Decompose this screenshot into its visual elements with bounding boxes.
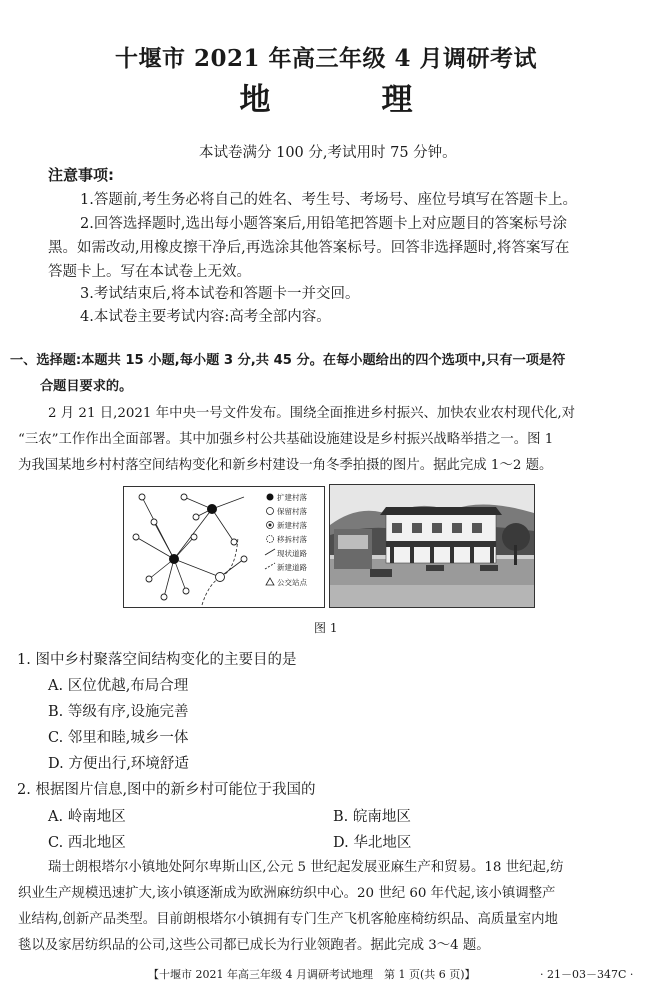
legend-label: 新建道路 xyxy=(277,563,307,572)
legend-label: 公交站点 xyxy=(277,578,307,587)
exam-info: 本试卷满分 100 分,考试用时 75 分钟。 xyxy=(199,145,457,161)
option: C. 西北地区 xyxy=(48,835,126,851)
notice-line: 3.考试结束后,将本试卷和答题卡一并交回。 xyxy=(80,286,360,302)
option: C. 邻里和睦,城乡一体 xyxy=(48,730,189,746)
notice-line: 答题卡上。写在本试卷上无效。 xyxy=(48,264,251,280)
passage-line: 瑞士朗根塔尔小镇地处阿尔卑斯山区,公元 5 世纪起发展亚麻生产和贸易。18 世纪起,纺 xyxy=(48,860,564,875)
legend-label: 新建村落 xyxy=(277,521,307,530)
notice-line: 2.回答选择题时,选出每小题答案后,用铅笔把答题卡上对应题目的答案标号涂 xyxy=(80,216,568,232)
legend-label: 保留村落 xyxy=(277,507,307,516)
legend-label: 扩建村落 xyxy=(277,493,307,502)
question-stem: 1. 图中乡村聚落空间结构变化的主要目的是 xyxy=(17,652,297,668)
option: D. 华北地区 xyxy=(333,835,412,851)
village-photo xyxy=(329,484,535,608)
settlement-map xyxy=(123,486,325,608)
figure-caption: 图 1 xyxy=(314,621,338,635)
subject-title: 地 理 xyxy=(239,82,453,118)
passage-line: 业结构,创新产品类型。目前朗根塔尔小镇拥有专门生产飞机客舱座椅纺织品、高质量室内地 xyxy=(18,912,558,927)
legend-label: 移拆村落 xyxy=(277,535,307,544)
notice-heading: 注意事项: xyxy=(48,166,114,184)
option: A. 区位优越,布局合理 xyxy=(48,678,189,694)
settlement-map-drawing xyxy=(124,487,324,607)
legend-label: 现状道路 xyxy=(277,549,307,558)
exam-code: · 21－03－347C · xyxy=(540,968,634,981)
question-stem: 2. 根据图片信息,图中的新乡村可能位于我国的 xyxy=(17,782,316,798)
passage-line: 毯以及家居纺织品的公司,这些公司都已成长为行业领跑者。据此完成 3～4 题。 xyxy=(18,938,490,953)
passage-line: 为我国某地乡村村落空间结构变化和新乡村建设一角冬季拍摄的图片。据此完成 1～2 题。 xyxy=(18,458,553,473)
page-footer: 【十堰市 2021 年高三年级 4 月调研考试地理 第 1 页(共 6 页)】 xyxy=(148,968,476,981)
exam-title: 十堰市 2021 年高三年级 4 月调研考试 xyxy=(114,45,538,72)
passage-line: 2 月 21 日,2021 年中央一号文件发布。围绕全面推进乡村振兴、加快农业农村现代化,对 xyxy=(48,406,576,421)
section-title-cont: 合题目要求的。 xyxy=(40,379,133,394)
passage-line: “三农”工作作出全面部署。其中加强乡村公共基础设施建设是乡村振兴战略举措之一。图 1 xyxy=(18,432,554,447)
section-title: 一、选择题:本题共 15 小题,每小题 3 分,共 45 分。在每小题给出的四个选项中,只有一项是符 xyxy=(10,353,566,368)
option: D. 方便出行,环境舒适 xyxy=(48,756,189,772)
notice-line: 4.本试卷主要考试内容:高考全部内容。 xyxy=(80,309,331,325)
option: B. 等级有序,设施完善 xyxy=(48,704,189,720)
notice-line: 黑。如需改动,用橡皮擦干净后,再选涂其他答案标号。回答非选择题时,将答案写在 xyxy=(48,240,570,256)
option: A. 岭南地区 xyxy=(48,809,126,825)
option: B. 皖南地区 xyxy=(333,809,411,825)
village-photo-drawing xyxy=(330,485,534,607)
passage-line: 织业生产规模迅速扩大,该小镇逐渐成为欧洲麻纺织中心。20 世纪 60 年代起,该小镇调整产 xyxy=(18,886,556,901)
notice-line: 1.答题前,考生务必将自己的姓名、考生号、考场号、座位号填写在答题卡上。 xyxy=(80,192,577,208)
